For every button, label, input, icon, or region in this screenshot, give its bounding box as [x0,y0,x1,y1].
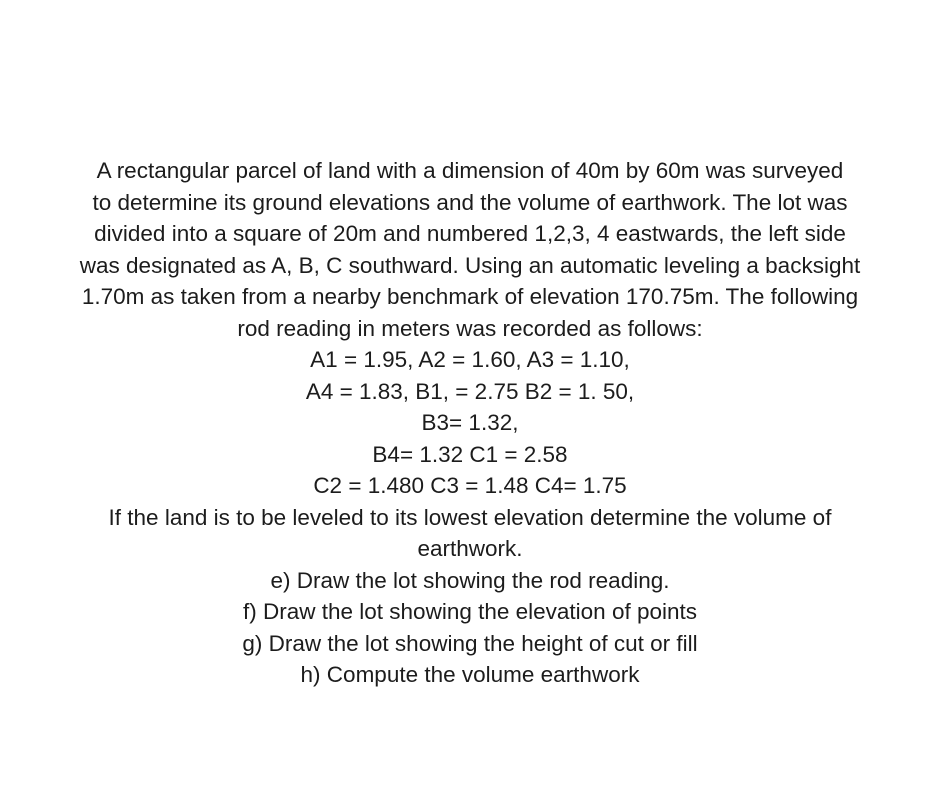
statement-line: rod reading in meters was recorded as follows: [237,315,703,341]
task-item: h) Compute the volume earthwork [300,662,640,687]
question [0,502,940,565]
statement-line: divided into a square of 20m and numbered 1,2,3, 4 eastwards, the left side [94,221,846,246]
question-line: earthwork. [417,536,523,561]
rod-readings [0,344,940,502]
problem-statement [0,155,940,344]
task-item: g) Draw the lot showing the height of cut or fill [242,630,698,656]
task-item: f) Draw the lot showing the elevation of points [243,599,697,624]
statement-line: to determine its ground elevations and the volume of earthwork. The lot was [92,189,848,215]
problem-text [0,155,940,691]
reading-line: B4= 1.32 C1 = 2.58 [372,441,568,467]
statement-line: A rectangular parcel of land with a dimension of 40m by 60m was surveyed [96,158,844,183]
task-list [0,565,940,691]
reading-line: A1 = 1.95, A2 = 1.60, A3 = 1.10, [310,347,630,372]
reading-line: C2 = 1.480 C3 = 1.48 C4= 1.75 [313,473,627,498]
reading-line: B3= 1.32, [421,410,519,435]
reading-line: A4 = 1.83, B1, = 2.75 B2 = 1. 50, [305,378,635,404]
question-line: If the land is to be leveled to its lowest elevation determine the volume of [108,504,832,530]
statement-line: 1.70m as taken from a nearby benchmark of elevation 170.75m. The following [81,284,859,309]
task-item: e) Draw the lot showing the rod reading. [270,567,670,593]
statement-line: was designated as A, B, C southward. Using an automatic leveling a backsight [79,252,861,278]
